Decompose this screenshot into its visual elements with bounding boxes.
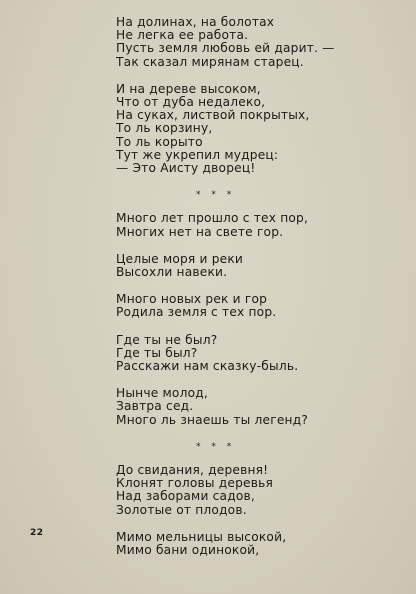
stanza xyxy=(116,212,416,238)
poem-line: Высохли навеки. xyxy=(116,265,228,280)
poem-line: Пусть земля любовь ей дарит. — xyxy=(116,41,335,56)
poem-line: Расскажи нам сказку-быль. xyxy=(116,359,299,374)
poem-line: Завтра сед. xyxy=(116,399,194,414)
stanza xyxy=(116,387,416,427)
poem-line: Клонят головы деревья xyxy=(116,476,274,491)
stanza xyxy=(116,293,416,319)
poem-line: Тут же укрепил мудрец: xyxy=(116,147,279,162)
poem-line: Много лет прошло с тех пор, xyxy=(116,211,309,226)
poem-line: Нынче молод, xyxy=(116,386,208,401)
poem-line: Так сказал мирянам старец. xyxy=(116,54,304,69)
poem-line: То ль корыто xyxy=(116,134,203,149)
poem-line: Мимо бани одинокой, xyxy=(116,543,260,558)
poem-line: — Это Аисту дворец! xyxy=(116,161,256,176)
poem-line: Многих нет на свете гор. xyxy=(116,224,284,239)
poem-line: То ль корзину, xyxy=(116,121,213,136)
poem-line: Родила земля с тех пор. xyxy=(116,305,277,320)
stanza xyxy=(116,334,416,374)
poem-line: И на дереве высоком, xyxy=(116,81,261,96)
poem-line: Мимо мельницы высокой, xyxy=(116,529,287,544)
poem-line: На долинах, на болотах xyxy=(116,15,275,29)
stanza xyxy=(116,16,416,69)
stanza xyxy=(116,464,416,517)
poem-line: На суках, листвой покрытых, xyxy=(116,108,310,123)
poem-line: Где ты не был? xyxy=(116,332,218,347)
poem-line: Над заборами садов, xyxy=(116,489,255,504)
poem-line: Не легка ее работа. xyxy=(116,28,249,43)
page-number: 22 xyxy=(30,528,44,538)
stanza-separator: * * * xyxy=(196,441,236,452)
stanza xyxy=(116,531,416,557)
poem-line: Много новых рек и гор xyxy=(116,292,268,307)
poem-line: Что от дуба недалеко, xyxy=(116,95,266,110)
poem-line: Целые моря и реки xyxy=(116,251,244,266)
stanza-separator: * * * xyxy=(196,190,236,201)
poem-text xyxy=(116,16,416,571)
poem-line: Где ты был? xyxy=(116,345,198,360)
poem-line: Много ль знаешь ты легенд? xyxy=(116,412,308,427)
poem-line: Золотые от плодов. xyxy=(116,502,247,517)
stanza xyxy=(116,83,416,175)
stanza xyxy=(116,253,416,279)
poem-line: До свидания, деревня! xyxy=(116,463,269,478)
